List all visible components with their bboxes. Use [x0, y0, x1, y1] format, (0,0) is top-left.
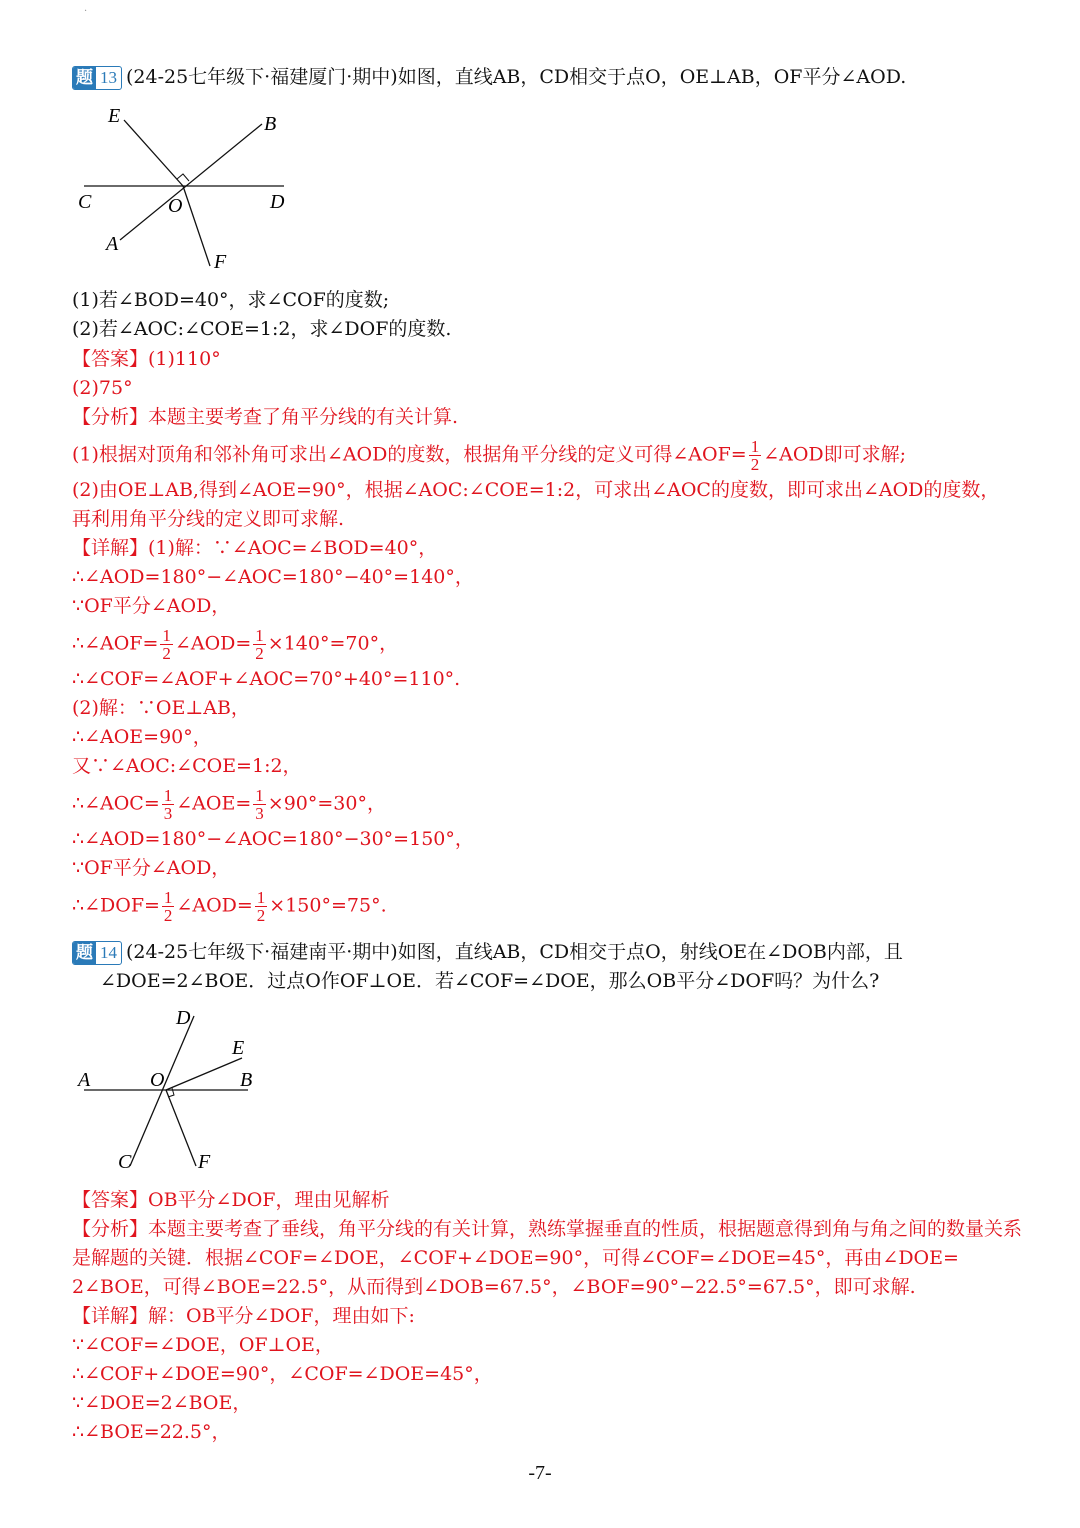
q13-detail-10: ∴∠AOD=180°−∠AOC=180°−30°=150°，	[72, 828, 474, 850]
q13-label-d: D	[270, 191, 285, 213]
q14-detail-3: ∴∠COF+∠DOE=90°，∠COF=∠DOE=45°，	[72, 1363, 493, 1385]
q14-label-f: F	[198, 1151, 211, 1173]
q14-label-o: O	[150, 1069, 165, 1091]
q14-label-c: C	[118, 1151, 132, 1173]
q13-figure	[70, 100, 300, 280]
q13-detail-12: ∴∠DOF= $\frac{1}{2}$ ∠AOD= $\frac{1}{2}$ ×150°=75°.	[72, 888, 387, 925]
q13-detail-2: ∴∠AOD=180°−∠AOC=180°−40°=140°，	[72, 566, 474, 588]
q14-detail-5: ∴∠BOE=22.5°，	[72, 1421, 231, 1443]
q13-detail-5: ∴∠COF=∠AOF+∠AOC=70°+40°=110°.	[72, 668, 461, 690]
q14-figure	[70, 1004, 280, 1176]
q13-frac-half-a: $\frac{1}{2}$	[750, 437, 760, 474]
q14-line-cd	[130, 1016, 194, 1166]
q14-stem1: 如图，直线AB，CD相交于点O，射线OE在∠DOB内部，且	[397, 941, 903, 963]
q13-ray-oe	[124, 120, 183, 186]
q14-detail-1: 【详解】解：OB平分∠DOF，理由如下:	[72, 1305, 415, 1327]
q13-badge: 题 13	[72, 66, 122, 90]
q13-label-b: B	[264, 113, 277, 135]
q13-part2: (2)若∠AOC:∠COE=1:2，求∠DOF的度数.	[72, 318, 452, 340]
q13-part1: (1)若∠BOD=40°，求∠COF的度数;	[72, 289, 390, 311]
q13-ray-of	[183, 186, 210, 266]
q14-stem2: ∠DOE=2∠BOE．过点O作OF⊥OE．若∠COF=∠DOE，那么OB平分∠DOF吗？为什么?	[100, 970, 880, 992]
q14-label-e: E	[232, 1037, 245, 1059]
page-number: -7-	[528, 1462, 552, 1484]
q13-label-a: A	[106, 233, 119, 255]
q13-detail-4: ∴∠AOF= $\frac{1}{2}$ ∠AOD= $\frac{1}{2}$ ×140°=70°，	[72, 626, 399, 663]
q13-analysis2a: (2)由OE⊥AB,得到∠AOE=90°，根据∠AOC:∠COE=1:2，可求出∠AOC的度数，即可求出∠AOD的度数，	[72, 479, 1000, 501]
q13-label-c: C	[78, 191, 92, 213]
q14-label-d: D	[176, 1007, 191, 1029]
q13-analysis2b: 再利用角平分线的定义即可求解.	[72, 508, 345, 530]
q14-source: (24-25七年级下·福建南平·期中)	[126, 941, 398, 963]
q14-ray-oe	[166, 1058, 242, 1090]
q13-line-ab	[120, 124, 262, 240]
q13-source: (24-25七年级下·福建厦门·期中)	[126, 66, 398, 88]
q13-answer	[72, 346, 221, 373]
q13-label-o: O	[168, 195, 183, 217]
q14-analysis-1: 【分析】本题主要考查了垂线，角平分线的有关计算，熟练掌握垂直的性质，根据题意得到角与角之间的数量关系	[72, 1218, 1023, 1240]
q14-detail-4: ∵∠DOE=2∠BOE，	[72, 1392, 252, 1414]
q13-answer-tag: 【答案】	[72, 348, 149, 370]
q13-detail-9: ∴∠AOC= $\frac{1}{3}$ ∠AOE= $\frac{1}{3}$ ×90°=30°，	[72, 786, 386, 823]
q13-label-e: E	[108, 105, 121, 127]
q13-detail-3: ∵OF平分∠AOD，	[72, 595, 231, 617]
corner-mark: ·	[84, 6, 88, 17]
q13-detail-7: ∴∠AOE=90°，	[72, 726, 212, 748]
q13-stem: 如图，直线AB，CD相交于点O，OE⊥AB，OF平分∠AOD.	[397, 66, 907, 88]
q13-detail-1: 【详解】(1)解：∵∠AOC=∠BOD=40°，	[72, 537, 438, 559]
q13-analysis: 【分析】本题主要考查了角平分线的有关计算.	[72, 406, 459, 428]
q14-badge: 题 14	[72, 941, 122, 965]
q14-answer: 【答案】OB平分∠DOF，理由见解析	[72, 1189, 390, 1211]
q13-answer2: (2)75°	[72, 377, 133, 399]
q14-label-a: A	[78, 1069, 91, 1091]
q13-analysis1: (1)根据对顶角和邻补角可求出∠AOD的度数，根据角平分线的定义可得∠AOF= $\frac{1}{2}$ ∠AOD即可求解;	[72, 437, 907, 474]
q14-label-b: B	[240, 1069, 253, 1091]
q13-detail-11: ∵OF平分∠AOD，	[72, 857, 231, 879]
q14-detail-2: ∵∠COF=∠DOE，OF⊥OE，	[72, 1334, 334, 1356]
q13-answer1: (1)110°	[148, 348, 221, 370]
q14-analysis-3: 2∠BOE，可得∠BOE=22.5°，从而得到∠DOB=67.5°，∠BOF=90°−22.5°=67.5°，即可求解.	[72, 1276, 916, 1298]
q13-detail-6: (2)解：∵OE⊥AB，	[72, 697, 250, 719]
q14-header	[72, 939, 903, 966]
q13-header	[72, 64, 906, 91]
q14-analysis-2: 是解题的关键．根据∠COF=∠DOE，∠COF+∠DOE=90°，可得∠COF=∠DOE=45°，再由∠DOE=	[72, 1247, 959, 1269]
q13-right-angle-mark	[177, 174, 189, 181]
q14-ray-of	[166, 1090, 196, 1166]
q13-detail-8: 又∵∠AOC:∠COE=1:2，	[72, 755, 302, 777]
q13-label-f: F	[214, 251, 227, 273]
